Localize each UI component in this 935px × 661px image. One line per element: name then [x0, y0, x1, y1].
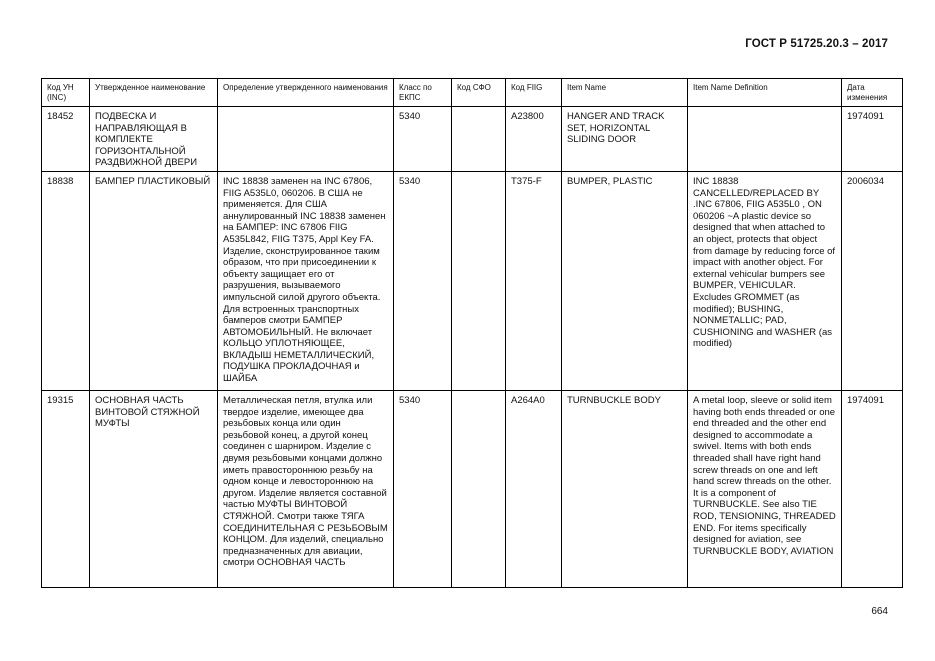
col-header-inc: Код УН (INC)	[42, 79, 90, 107]
cell-definition-ru	[218, 107, 394, 172]
cell-fiig: T375-F	[506, 171, 562, 390]
cell-date: 1974091	[842, 107, 903, 172]
table-header-row	[42, 79, 903, 107]
cell-name-ru: ОСНОВНАЯ ЧАСТЬ ВИНТОВОЙ СТЯЖНОЙ МУФТЫ	[90, 390, 218, 587]
cell-fiig: A264A0	[506, 390, 562, 587]
col-header-ekps: Класс по ЕКПС	[394, 79, 452, 107]
document-header: ГОСТ Р 51725.20.3 – 2017	[745, 38, 888, 50]
col-header-name-ru: Утвержденное наименование	[90, 79, 218, 107]
col-header-definition-ru: Определение утвержденного наименования	[218, 79, 394, 107]
cell-sfo	[452, 171, 506, 390]
cell-definition-ru: Металлическая петля, втулка или твердое изделие, имеющее два резьбовых конца или один резьбовой конец, а другой конец соединен с шарниром. Изделие с двумя резьбовыми концами должно иметь правостороннюю резьбу на одном конце и левостороннюю на другом. Изделие является составной частью МУФТЫ ВИНТОВОЙ СТЯЖНОЙ. Смотри также ТЯГА СОЕДИНИТЕЛЬНАЯ С РЕЗЬБОВЫМ КОНЦОМ. Для изделий, специально предназначенных для авиации, смотри ОСНОВНАЯ ЧАСТЬ	[218, 390, 394, 587]
cell-ekps: 5340	[394, 107, 452, 172]
cell-item-name: HANGER AND TRACK SET, HORIZONTAL SLIDING DOOR	[562, 107, 688, 172]
cell-sfo	[452, 390, 506, 587]
page-number: 664	[871, 606, 888, 617]
cell-item-name: BUMPER, PLASTIC	[562, 171, 688, 390]
cell-item-name: TURNBUCKLE BODY	[562, 390, 688, 587]
cell-definition-en: A metal loop, sleeve or solid item having both ends threaded or one end threaded and the other end designed to accommodate a swivel. Items with both ends threaded shall have right hand screw threads on one and left hand screw threads on the other. It is a component of TURNBUCKLE. See also TIE ROD, TENSIONING, THREADED END. For items specifically designed for aviation, see TURNBUCKLE BODY, AVIATION	[688, 390, 842, 587]
col-header-sfo: Код СФО	[452, 79, 506, 107]
cell-date: 2006034	[842, 171, 903, 390]
cell-definition-en: INC 18838 CANCELLED/REPLACED BY .INC 67806, FIIG A535L0 , ON 060206 ~A plastic device so designed that when attached to an object, protects that object from damage by reducing force of impact with another object. For external vehicular bumpers see BUMPER, VEHICULAR. Excludes GROMMET (as modified); BUSHING, NONMETALLIC; PAD, CUSHIONING and WASHER (as modified)	[688, 171, 842, 390]
cell-inc: 18452	[42, 107, 90, 172]
cell-sfo	[452, 107, 506, 172]
cell-ekps: 5340	[394, 390, 452, 587]
col-header-definition-en: Item Name Definition	[688, 79, 842, 107]
table-row	[42, 107, 903, 172]
cell-name-ru: ПОДВЕСКА И НАПРАВЛЯЮЩАЯ В КОМПЛЕКТЕ ГОРИЗОНТАЛЬНОЙ РАЗДВИЖНОЙ ДВЕРИ	[90, 107, 218, 172]
table-row	[42, 390, 903, 587]
cell-definition-en	[688, 107, 842, 172]
cell-name-ru: БАМПЕР ПЛАСТИКОВЫЙ	[90, 171, 218, 390]
col-header-fiig: Код FIIG	[506, 79, 562, 107]
col-header-date: Дата изменения	[842, 79, 903, 107]
table-row	[42, 171, 903, 390]
cell-date: 1974091	[842, 390, 903, 587]
cell-definition-ru: INC 18838 заменен на INC 67806, FIIG A535L0, 060206. В США не применяется. Для США аннулированный INC 18838 заменен на БАМПЕР: INC 67806 FIIG A535L842, FIIG T375, Appl Key FA. Изделие, сконструированное таким образом, что при присоединении к объекту защищает его от разрушения, вызываемого импульсной силой другого объекта. Для встроенных транспортных бамперов смотри БАМПЕР АВТОМОБИЛЬНЫЙ. Не включает КОЛЬЦО УПЛОТНЯЮЩЕЕ, ВКЛАДЫШ НЕМЕТАЛЛИЧЕСКИЙ, ПОДУШКА ПРОКЛАДОЧНАЯ и ШАЙБА	[218, 171, 394, 390]
item-names-table	[41, 78, 903, 588]
cell-fiig: A23800	[506, 107, 562, 172]
col-header-item-name: Item Name	[562, 79, 688, 107]
cell-inc: 18838	[42, 171, 90, 390]
cell-inc: 19315	[42, 390, 90, 587]
cell-ekps: 5340	[394, 171, 452, 390]
